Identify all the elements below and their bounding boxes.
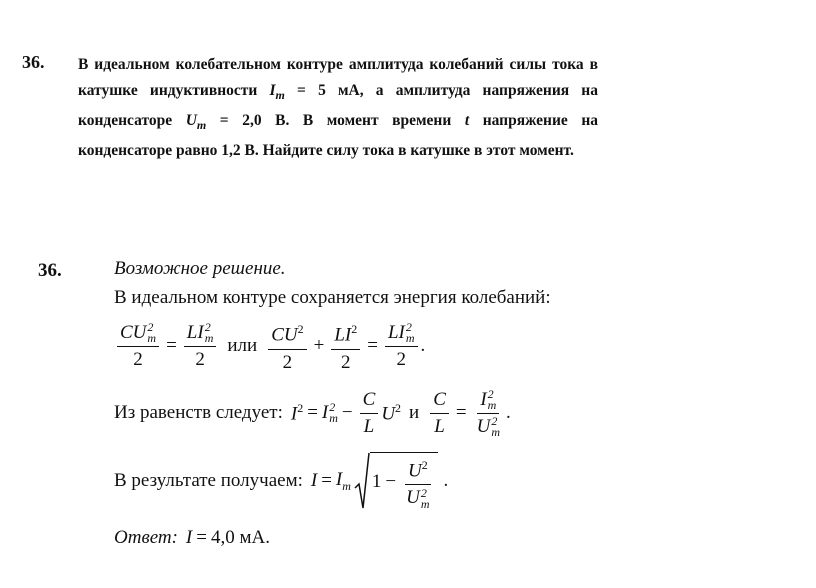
problem-text-part-1: В идеальном колебательном контуре амплитуда колебаний силы тока в катушке индуктивности: [78, 56, 598, 99]
or-word: или: [227, 335, 258, 356]
solution-heading: Возможное решение.: [114, 258, 286, 279]
and-word: и: [409, 402, 420, 423]
fraction-lim2-over-2: LI 2 m 2: [184, 321, 217, 372]
fraction-c-over-l-b: $\frac{C}{L}$: [430, 388, 449, 439]
t-symbol: t: [464, 112, 470, 130]
problem-text: [78, 52, 598, 164]
fraction-u2-over-um2: $U^2$ U 2 m: [403, 453, 432, 510]
energy-equation: CU 2 m 2 = LI 2 m 2 или $\frac{CU^2}{2}$ + $\frac{LI^2}{2}$ = LI 2 m 2 .: [114, 316, 794, 376]
answer-value: 4,0 мА.: [210, 527, 270, 548]
follows-equation: Из равенств следует: $I^2$ = I 2 m − $\frac{C}{L}$ $U^2$ и $\frac{C}{L}$ = I 2 m U 2 m .: [114, 387, 511, 440]
fraction-cu2-over-2: $\frac{CU^2}{2}$: [268, 317, 306, 374]
result-equation: В результате получаем: I = $I_m$ 1 − $U^2$ U 2 m .: [114, 452, 794, 510]
fraction-li2-over-2: $\frac{LI^2}{2}$: [331, 317, 360, 374]
answer-label: Ответ:: [114, 527, 178, 548]
um-value: = 2,0 В. В момент времени: [206, 112, 465, 130]
um-symbol: U: [185, 112, 197, 130]
result-text: В результате получаем:: [114, 470, 303, 491]
fraction-lim2-over-2-b: LI 2 m 2: [385, 321, 418, 372]
problem-number: 36.: [22, 52, 45, 72]
im-symbol: I: [269, 82, 276, 99]
fraction-cum2-over-2: CU 2 m 2: [117, 321, 159, 372]
solution-body: [114, 254, 794, 554]
energy-conservation-text: В идеальном контуре сохраняется энергия колебаний:: [114, 287, 551, 308]
solution-number: 36.: [38, 260, 62, 281]
im-subscript: m: [275, 88, 285, 103]
answer-line: Ответ: I = 4,0 мА.: [114, 527, 270, 548]
fraction-c-over-l: $\frac{C}{L}$: [360, 388, 379, 439]
square-root: 1 − $U^2$ U 2 m: [354, 452, 438, 510]
fraction-im2-over-um2: I 2 m U 2 m: [476, 387, 501, 440]
problem-text-part-2: напряжение на конденсаторе равно 1,2 В. Найдите силу тока в катушке в этот момент.: [78, 112, 599, 160]
im-value: = 5 мА, а амплитуда напряжения на конденсаторе: [78, 82, 598, 130]
um-subscript: m: [196, 118, 207, 133]
follows-text: Из равенств следует:: [114, 402, 283, 423]
